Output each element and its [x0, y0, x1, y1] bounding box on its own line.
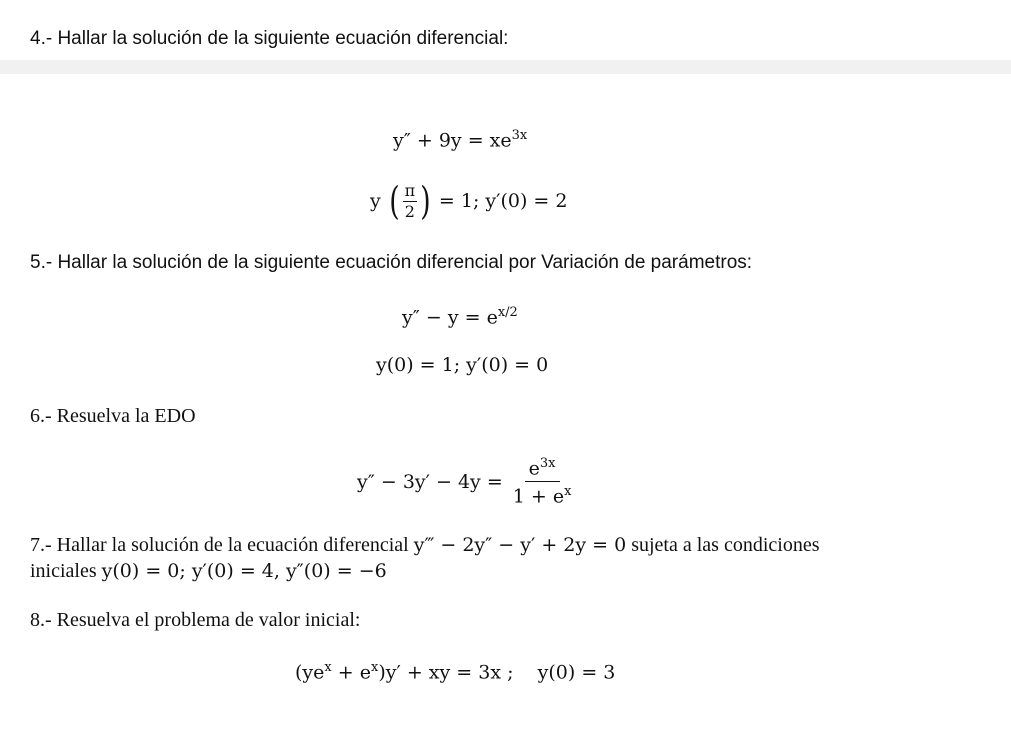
- problem-7-line-2: iniciales y(0) = 0; y′(0) = 4, y″(0) = −6: [30, 560, 387, 582]
- problem-8-equation: $(ye^x + e^x)y'$ + xy = 3x ; y(0) = 3: [295, 660, 616, 684]
- problem-6-heading: 6.- Resuelva la EDO: [30, 405, 196, 427]
- problem-4-conditions: y ( π 2 ) = 1; y′(0) = 2: [370, 179, 568, 223]
- problem-4-equation: $y'' + 9y = xe^{3x}$: [393, 128, 528, 152]
- problem-8-heading: 8.- Resuelva el problema de valor inicial:: [30, 609, 361, 631]
- problem-5-heading: 5.- Hallar la solución de la siguiente ecuación diferencial por Variación de parámetros:: [30, 252, 753, 273]
- separator-band: [0, 60, 1011, 74]
- problem-4-heading: 4.- Hallar la solución de la siguiente ecuación diferencial:: [30, 28, 509, 49]
- problem-7-line-1: 7.- Hallar la solución de la ecuación diferencial y‴ − 2y″ − y′ + 2y = 0 sujeta a las condiciones: [30, 534, 820, 556]
- problem-5-equation: $y'' - y = e^{x/2}$: [402, 305, 518, 329]
- problem-6-equation: y″ − 3y′ − 4y = $\frac{e^{3x}}{1 + e^x}$: [357, 455, 572, 508]
- problem-5-conditions: y(0) = 1; y′(0) = 0: [376, 354, 549, 376]
